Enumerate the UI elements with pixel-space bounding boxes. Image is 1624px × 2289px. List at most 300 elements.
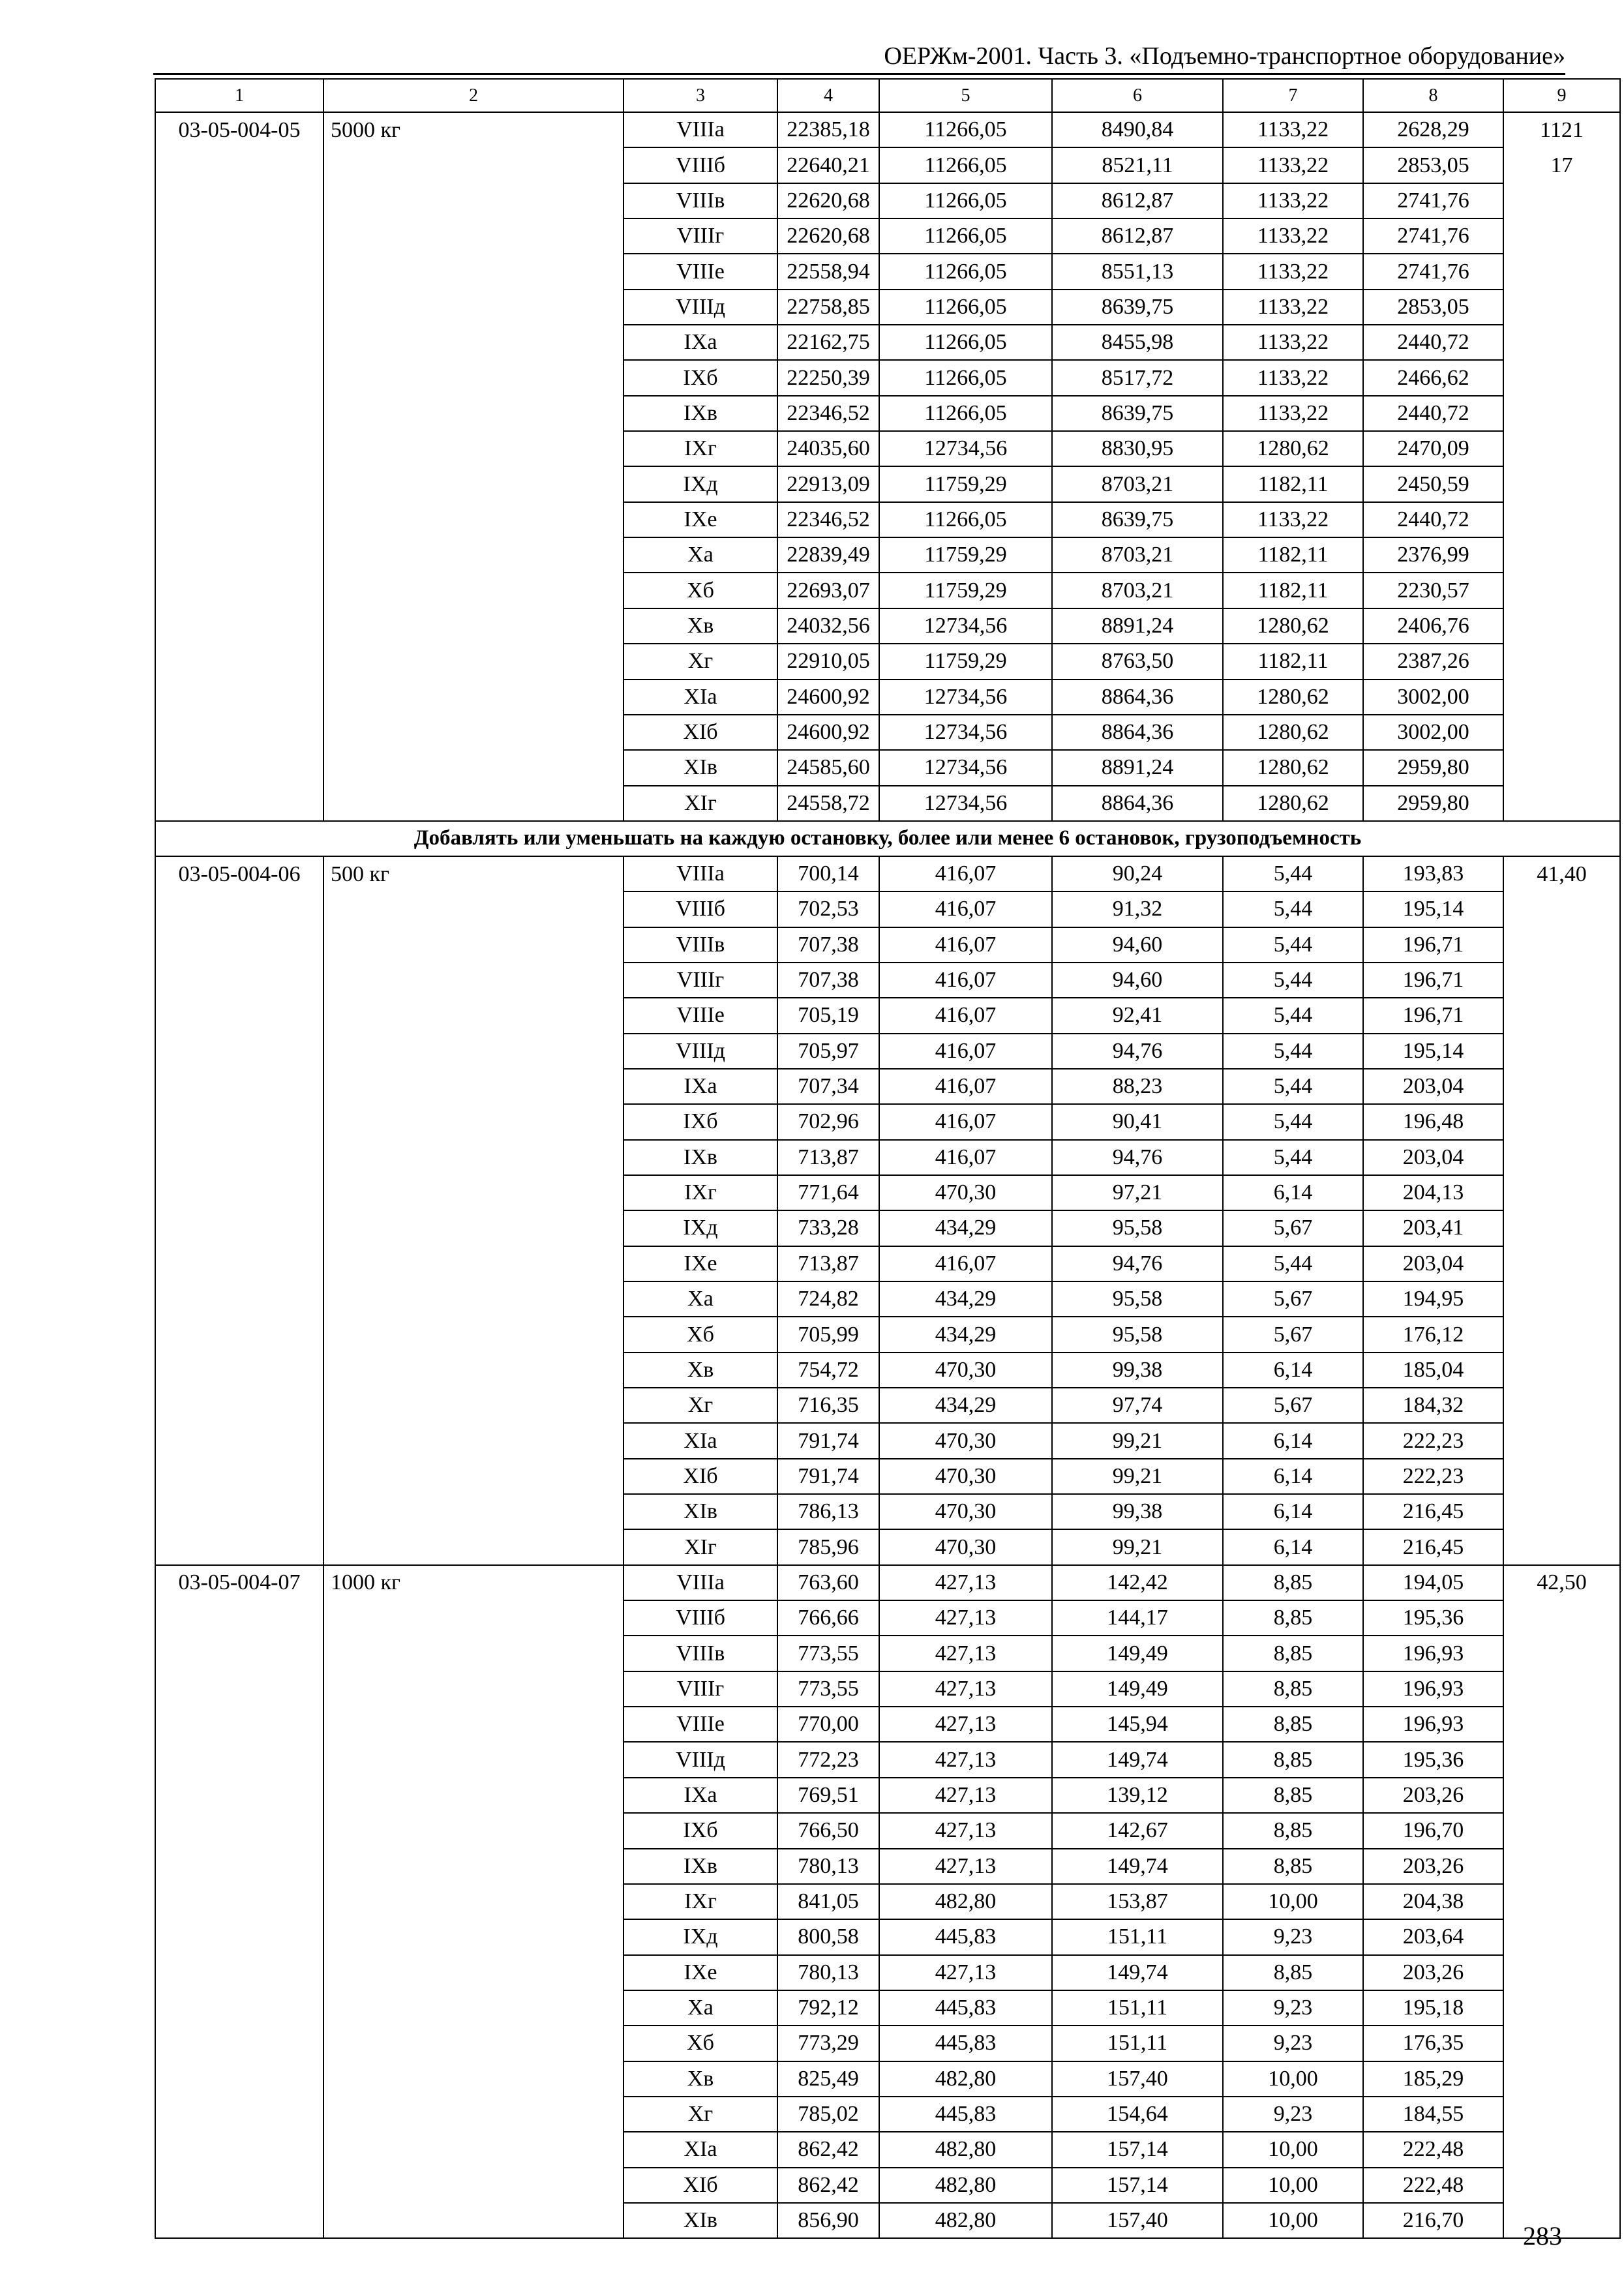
machines-cell: 8639,75 bbox=[1052, 290, 1223, 325]
labor-cell bbox=[1503, 1140, 1620, 1175]
name-cell bbox=[323, 1317, 624, 1352]
machinists-wages-cell: 5,67 bbox=[1223, 1210, 1363, 1246]
table-row bbox=[155, 1707, 1620, 1742]
machinists-wages-cell: 1133,22 bbox=[1223, 183, 1363, 218]
materials-cell: 222,48 bbox=[1363, 2132, 1503, 2167]
total-cost-cell: 22346,52 bbox=[777, 396, 879, 431]
code-cell bbox=[155, 183, 323, 218]
total-cost-cell: 780,13 bbox=[777, 1955, 879, 1990]
code-cell bbox=[155, 2061, 323, 2097]
wages-cell: 470,30 bbox=[879, 1175, 1052, 1210]
zone-cell: VIIIд bbox=[624, 290, 777, 325]
total-cost-cell: 22620,68 bbox=[777, 218, 879, 254]
zone-cell: IXб bbox=[624, 1813, 777, 1848]
total-cost-cell: 773,29 bbox=[777, 2026, 879, 2061]
materials-cell: 2440,72 bbox=[1363, 502, 1503, 537]
materials-cell: 196,93 bbox=[1363, 1707, 1503, 1742]
wages-cell: 427,13 bbox=[879, 1778, 1052, 1813]
zone-cell: XIа bbox=[624, 2132, 777, 2167]
table-row bbox=[155, 1884, 1620, 1919]
total-cost-cell: 785,02 bbox=[777, 2097, 879, 2132]
machinists-wages-cell: 6,14 bbox=[1223, 1459, 1363, 1494]
name-cell bbox=[323, 1707, 624, 1742]
machines-cell: 154,64 bbox=[1052, 2097, 1223, 2132]
materials-cell: 2853,05 bbox=[1363, 147, 1503, 183]
name-cell bbox=[323, 1175, 624, 1210]
wages-cell: 482,80 bbox=[879, 1884, 1052, 1919]
code-cell bbox=[155, 1388, 323, 1423]
machines-cell: 8521,11 bbox=[1052, 147, 1223, 183]
name-cell bbox=[323, 466, 624, 501]
labor-cell bbox=[1503, 1707, 1620, 1742]
machinists-wages-cell: 5,44 bbox=[1223, 856, 1363, 891]
column-number: 5 bbox=[879, 79, 1052, 112]
total-cost-cell: 763,60 bbox=[777, 1565, 879, 1600]
materials-cell: 2466,62 bbox=[1363, 360, 1503, 395]
table-row bbox=[155, 1600, 1620, 1636]
materials-cell: 2376,99 bbox=[1363, 537, 1503, 573]
name-cell bbox=[323, 1955, 624, 1990]
table-row bbox=[155, 431, 1620, 466]
materials-cell: 176,12 bbox=[1363, 1317, 1503, 1352]
machines-cell: 157,40 bbox=[1052, 2061, 1223, 2097]
zone-cell: VIIIв bbox=[624, 183, 777, 218]
wages-cell: 416,07 bbox=[879, 1034, 1052, 1069]
wages-cell: 11759,29 bbox=[879, 537, 1052, 573]
labor-cell bbox=[1503, 1317, 1620, 1352]
name-cell bbox=[323, 573, 624, 608]
table-row bbox=[155, 183, 1620, 218]
machinists-wages-cell: 5,67 bbox=[1223, 1317, 1363, 1352]
machinists-wages-cell: 5,44 bbox=[1223, 1069, 1363, 1104]
code-cell bbox=[155, 2097, 323, 2132]
code-cell bbox=[155, 750, 323, 785]
machinists-wages-cell: 5,44 bbox=[1223, 1140, 1363, 1175]
table-row bbox=[155, 1990, 1620, 2026]
labor-cell bbox=[1503, 2097, 1620, 2132]
materials-cell: 195,14 bbox=[1363, 891, 1503, 927]
machines-cell: 142,42 bbox=[1052, 1565, 1223, 1600]
column-number: 7 bbox=[1223, 79, 1363, 112]
labor-cell bbox=[1503, 2026, 1620, 2061]
machinists-wages-cell: 6,14 bbox=[1223, 1175, 1363, 1210]
zone-cell: IXв bbox=[624, 1140, 777, 1175]
code-cell bbox=[155, 1281, 323, 1317]
materials-cell: 194,95 bbox=[1363, 1281, 1503, 1317]
wages-cell: 11266,05 bbox=[879, 360, 1052, 395]
machinists-wages-cell: 1280,62 bbox=[1223, 786, 1363, 821]
machines-cell: 8703,21 bbox=[1052, 466, 1223, 501]
name-cell bbox=[323, 1778, 624, 1813]
code-cell bbox=[155, 1990, 323, 2026]
materials-cell: 222,23 bbox=[1363, 1423, 1503, 1458]
zone-cell: IXг bbox=[624, 431, 777, 466]
total-cost-cell: 773,55 bbox=[777, 1636, 879, 1671]
name-cell bbox=[323, 891, 624, 927]
name-cell bbox=[323, 396, 624, 431]
machinists-wages-cell: 1133,22 bbox=[1223, 360, 1363, 395]
wages-cell: 416,07 bbox=[879, 856, 1052, 891]
total-cost-cell: 22558,94 bbox=[777, 254, 879, 289]
table-row bbox=[155, 998, 1620, 1033]
name-cell bbox=[323, 1246, 624, 1281]
zone-cell: VIIIг bbox=[624, 218, 777, 254]
machinists-wages-cell: 5,67 bbox=[1223, 1388, 1363, 1423]
code-cell bbox=[155, 1742, 323, 1777]
total-cost-cell: 766,66 bbox=[777, 1600, 879, 1636]
machines-cell: 8639,75 bbox=[1052, 396, 1223, 431]
name-cell bbox=[323, 147, 624, 183]
name-cell bbox=[323, 786, 624, 821]
labor-cell bbox=[1503, 254, 1620, 289]
labor-cell bbox=[1503, 1529, 1620, 1564]
table-row bbox=[155, 1317, 1620, 1352]
labor-cell bbox=[1503, 1600, 1620, 1636]
labor-cell bbox=[1503, 1671, 1620, 1707]
total-cost-cell: 780,13 bbox=[777, 1849, 879, 1884]
zone-cell: IXа bbox=[624, 325, 777, 360]
name-cell bbox=[323, 680, 624, 715]
name-cell bbox=[323, 1529, 624, 1564]
machines-cell: 99,21 bbox=[1052, 1423, 1223, 1458]
machinists-wages-cell: 1280,62 bbox=[1223, 431, 1363, 466]
machinists-wages-cell: 8,85 bbox=[1223, 1707, 1363, 1742]
total-cost-cell: 24585,60 bbox=[777, 750, 879, 785]
name-cell bbox=[323, 183, 624, 218]
name-cell: 500 кг bbox=[323, 856, 624, 891]
name-cell bbox=[323, 1742, 624, 1777]
machinists-wages-cell: 8,85 bbox=[1223, 1565, 1363, 1600]
code-cell bbox=[155, 786, 323, 821]
total-cost-cell: 24600,92 bbox=[777, 680, 879, 715]
table-row bbox=[155, 608, 1620, 644]
zone-cell: VIIIе bbox=[624, 998, 777, 1033]
machinists-wages-cell: 8,85 bbox=[1223, 1849, 1363, 1884]
machinists-wages-cell: 9,23 bbox=[1223, 2097, 1363, 2132]
total-cost-cell: 24558,72 bbox=[777, 786, 879, 821]
code-cell bbox=[155, 502, 323, 537]
machines-cell: 139,12 bbox=[1052, 1778, 1223, 1813]
wages-cell: 416,07 bbox=[879, 1140, 1052, 1175]
machines-cell: 92,41 bbox=[1052, 998, 1223, 1033]
machinists-wages-cell: 1182,11 bbox=[1223, 466, 1363, 501]
wages-cell: 470,30 bbox=[879, 1459, 1052, 1494]
wages-cell: 470,30 bbox=[879, 1353, 1052, 1388]
machinists-wages-cell: 1133,22 bbox=[1223, 396, 1363, 431]
labor-cell bbox=[1503, 1778, 1620, 1813]
code-cell bbox=[155, 325, 323, 360]
machinists-wages-cell: 8,85 bbox=[1223, 1600, 1363, 1636]
zone-cell: Xв bbox=[624, 2061, 777, 2097]
table-row bbox=[155, 1281, 1620, 1317]
code-cell bbox=[155, 1884, 323, 1919]
code-cell bbox=[155, 1069, 323, 1104]
machines-cell: 91,32 bbox=[1052, 891, 1223, 927]
zone-cell: VIIIе bbox=[624, 254, 777, 289]
zone-cell: XIг bbox=[624, 786, 777, 821]
labor-cell bbox=[1503, 1281, 1620, 1317]
materials-cell: 2406,76 bbox=[1363, 608, 1503, 644]
labor-cell bbox=[1503, 573, 1620, 608]
zone-cell: IXг bbox=[624, 1175, 777, 1210]
zone-cell: IXа bbox=[624, 1069, 777, 1104]
machines-cell: 90,41 bbox=[1052, 1104, 1223, 1139]
name-cell bbox=[323, 2132, 624, 2167]
table-row bbox=[155, 1388, 1620, 1423]
zone-cell: VIIIа bbox=[624, 856, 777, 891]
wages-cell: 470,30 bbox=[879, 1423, 1052, 1458]
labor-cell bbox=[1503, 290, 1620, 325]
wages-cell: 416,07 bbox=[879, 891, 1052, 927]
labor-cell bbox=[1503, 1884, 1620, 1919]
total-cost-cell: 22758,85 bbox=[777, 290, 879, 325]
machinists-wages-cell: 5,67 bbox=[1223, 1281, 1363, 1317]
machinists-wages-cell: 5,44 bbox=[1223, 1034, 1363, 1069]
code-cell bbox=[155, 2203, 323, 2238]
code-cell bbox=[155, 1104, 323, 1139]
wages-cell: 11266,05 bbox=[879, 396, 1052, 431]
machines-cell: 142,67 bbox=[1052, 1813, 1223, 1848]
name-cell bbox=[323, 1990, 624, 2026]
machinists-wages-cell: 1133,22 bbox=[1223, 147, 1363, 183]
machines-cell: 157,40 bbox=[1052, 2203, 1223, 2238]
machines-cell: 99,38 bbox=[1052, 1353, 1223, 1388]
labor-cell bbox=[1503, 1104, 1620, 1139]
wages-cell: 434,29 bbox=[879, 1281, 1052, 1317]
table-row bbox=[155, 1778, 1620, 1813]
code-cell bbox=[155, 1955, 323, 1990]
name-cell bbox=[323, 750, 624, 785]
wages-cell: 12734,56 bbox=[879, 750, 1052, 785]
code-cell bbox=[155, 1353, 323, 1388]
code-cell: 03-05-004-06 bbox=[155, 856, 323, 891]
machines-cell: 149,74 bbox=[1052, 1742, 1223, 1777]
total-cost-cell: 825,49 bbox=[777, 2061, 879, 2097]
name-cell bbox=[323, 1849, 624, 1884]
table-row bbox=[155, 147, 1620, 183]
table-row bbox=[155, 927, 1620, 963]
machines-cell: 95,58 bbox=[1052, 1317, 1223, 1352]
zone-cell: Xв bbox=[624, 608, 777, 644]
name-cell bbox=[323, 360, 624, 395]
materials-cell: 216,45 bbox=[1363, 1529, 1503, 1564]
zone-cell: Xв bbox=[624, 1353, 777, 1388]
materials-cell: 176,35 bbox=[1363, 2026, 1503, 2061]
table-row bbox=[155, 750, 1620, 785]
labor-cell bbox=[1503, 750, 1620, 785]
total-cost-cell: 770,00 bbox=[777, 1707, 879, 1742]
materials-cell: 204,38 bbox=[1363, 1884, 1503, 1919]
table-row bbox=[155, 963, 1620, 998]
total-cost-cell: 785,96 bbox=[777, 1529, 879, 1564]
machines-cell: 151,11 bbox=[1052, 1990, 1223, 2026]
code-cell bbox=[155, 573, 323, 608]
total-cost-cell: 856,90 bbox=[777, 2203, 879, 2238]
materials-cell: 216,70 bbox=[1363, 2203, 1503, 2238]
table-row bbox=[155, 2097, 1620, 2132]
total-cost-cell: 766,50 bbox=[777, 1813, 879, 1848]
table-row bbox=[155, 1494, 1620, 1529]
machinists-wages-cell: 10,00 bbox=[1223, 2132, 1363, 2167]
labor-cell bbox=[1503, 1353, 1620, 1388]
labor-cell bbox=[1503, 1423, 1620, 1458]
labor-cell bbox=[1503, 998, 1620, 1033]
materials-cell: 204,13 bbox=[1363, 1175, 1503, 1210]
column-number: 4 bbox=[777, 79, 879, 112]
labor-cell bbox=[1503, 2168, 1620, 2203]
wages-cell: 427,13 bbox=[879, 1742, 1052, 1777]
labor-cell bbox=[1503, 1459, 1620, 1494]
code-cell bbox=[155, 715, 323, 750]
table-row bbox=[155, 112, 1620, 147]
labor-cell: 1121 bbox=[1503, 112, 1620, 147]
code-cell bbox=[155, 608, 323, 644]
total-cost-cell: 702,96 bbox=[777, 1104, 879, 1139]
total-cost-cell: 22162,75 bbox=[777, 325, 879, 360]
wages-cell: 11266,05 bbox=[879, 218, 1052, 254]
machines-cell: 94,60 bbox=[1052, 927, 1223, 963]
zone-cell: VIIIб bbox=[624, 891, 777, 927]
labor-cell: 41,40 bbox=[1503, 856, 1620, 891]
wages-cell: 12734,56 bbox=[879, 608, 1052, 644]
name-cell bbox=[323, 1494, 624, 1529]
machines-cell: 149,49 bbox=[1052, 1671, 1223, 1707]
code-cell bbox=[155, 466, 323, 501]
zone-cell: VIIIг bbox=[624, 963, 777, 998]
column-number: 1 bbox=[155, 79, 323, 112]
code-cell bbox=[155, 644, 323, 679]
machines-cell: 8864,36 bbox=[1052, 715, 1223, 750]
labor-cell bbox=[1503, 1246, 1620, 1281]
wages-cell: 445,83 bbox=[879, 2097, 1052, 2132]
table-row bbox=[155, 1034, 1620, 1069]
materials-cell: 2387,26 bbox=[1363, 644, 1503, 679]
materials-cell: 216,45 bbox=[1363, 1494, 1503, 1529]
page-header: ОЕРЖм-2001. Часть 3. «Подъемно-транспортное оборудование» bbox=[884, 42, 1565, 70]
materials-cell: 196,71 bbox=[1363, 998, 1503, 1033]
zone-cell: XIа bbox=[624, 1423, 777, 1458]
column-number: 8 bbox=[1363, 79, 1503, 112]
machines-cell: 8490,84 bbox=[1052, 112, 1223, 147]
zone-cell: IXв bbox=[624, 1849, 777, 1884]
machinists-wages-cell: 5,44 bbox=[1223, 963, 1363, 998]
table-row bbox=[155, 644, 1620, 679]
wages-cell: 482,80 bbox=[879, 2168, 1052, 2203]
labor-cell bbox=[1503, 360, 1620, 395]
total-cost-cell: 22839,49 bbox=[777, 537, 879, 573]
table-row bbox=[155, 218, 1620, 254]
name-cell bbox=[323, 1423, 624, 1458]
total-cost-cell: 700,14 bbox=[777, 856, 879, 891]
table-row bbox=[155, 1529, 1620, 1564]
total-cost-cell: 24032,56 bbox=[777, 608, 879, 644]
labor-cell bbox=[1503, 786, 1620, 821]
name-cell bbox=[323, 1210, 624, 1246]
materials-cell: 203,04 bbox=[1363, 1140, 1503, 1175]
wages-cell: 427,13 bbox=[879, 1636, 1052, 1671]
table-row bbox=[155, 1104, 1620, 1139]
wages-cell: 11759,29 bbox=[879, 644, 1052, 679]
wages-cell: 12734,56 bbox=[879, 715, 1052, 750]
wages-cell: 11266,05 bbox=[879, 147, 1052, 183]
column-number: 9 bbox=[1503, 79, 1620, 112]
machinists-wages-cell: 1133,22 bbox=[1223, 502, 1363, 537]
materials-cell: 196,70 bbox=[1363, 1813, 1503, 1848]
code-cell bbox=[155, 396, 323, 431]
total-cost-cell: 754,72 bbox=[777, 1353, 879, 1388]
code-cell bbox=[155, 1778, 323, 1813]
name-cell bbox=[323, 1388, 624, 1423]
table-row bbox=[155, 891, 1620, 927]
wages-cell: 434,29 bbox=[879, 1317, 1052, 1352]
machinists-wages-cell: 1182,11 bbox=[1223, 537, 1363, 573]
machines-cell: 99,21 bbox=[1052, 1529, 1223, 1564]
materials-cell: 2741,76 bbox=[1363, 254, 1503, 289]
machinists-wages-cell: 6,14 bbox=[1223, 1529, 1363, 1564]
machinists-wages-cell: 10,00 bbox=[1223, 2168, 1363, 2203]
name-cell bbox=[323, 290, 624, 325]
wages-cell: 12734,56 bbox=[879, 786, 1052, 821]
total-cost-cell: 22640,21 bbox=[777, 147, 879, 183]
machinists-wages-cell: 6,14 bbox=[1223, 1494, 1363, 1529]
code-cell bbox=[155, 1423, 323, 1458]
materials-cell: 2440,72 bbox=[1363, 325, 1503, 360]
total-cost-cell: 24600,92 bbox=[777, 715, 879, 750]
total-cost-cell: 771,64 bbox=[777, 1175, 879, 1210]
name-cell bbox=[323, 2097, 624, 2132]
wages-cell: 416,07 bbox=[879, 1104, 1052, 1139]
wages-cell: 445,83 bbox=[879, 2026, 1052, 2061]
machinists-wages-cell: 1280,62 bbox=[1223, 608, 1363, 644]
materials-cell: 185,04 bbox=[1363, 1353, 1503, 1388]
column-number: 3 bbox=[624, 79, 777, 112]
table-row bbox=[155, 1919, 1620, 1954]
table-row bbox=[155, 2026, 1620, 2061]
materials-cell: 2959,80 bbox=[1363, 750, 1503, 785]
wages-cell: 427,13 bbox=[879, 1707, 1052, 1742]
zone-cell: Xа bbox=[624, 1281, 777, 1317]
name-cell bbox=[323, 1636, 624, 1671]
total-cost-cell: 22385,18 bbox=[777, 112, 879, 147]
zone-cell: VIIIв bbox=[624, 1636, 777, 1671]
table-row bbox=[155, 1423, 1620, 1458]
machinists-wages-cell: 1133,22 bbox=[1223, 112, 1363, 147]
machines-cell: 151,11 bbox=[1052, 1919, 1223, 1954]
name-cell bbox=[323, 254, 624, 289]
labor-cell bbox=[1503, 644, 1620, 679]
materials-cell: 2230,57 bbox=[1363, 573, 1503, 608]
labor-cell bbox=[1503, 218, 1620, 254]
machinists-wages-cell: 5,44 bbox=[1223, 891, 1363, 927]
table-row bbox=[155, 680, 1620, 715]
zone-cell: IXб bbox=[624, 360, 777, 395]
wages-cell: 416,07 bbox=[879, 1246, 1052, 1281]
machinists-wages-cell: 10,00 bbox=[1223, 2061, 1363, 2097]
table-row bbox=[155, 856, 1620, 891]
materials-cell: 194,05 bbox=[1363, 1565, 1503, 1600]
wages-cell: 445,83 bbox=[879, 1919, 1052, 1954]
table-row bbox=[155, 1175, 1620, 1210]
wages-cell: 11266,05 bbox=[879, 502, 1052, 537]
materials-cell: 193,83 bbox=[1363, 856, 1503, 891]
code-cell bbox=[155, 2026, 323, 2061]
total-cost-cell: 733,28 bbox=[777, 1210, 879, 1246]
labor-cell bbox=[1503, 680, 1620, 715]
machines-cell: 8891,24 bbox=[1052, 750, 1223, 785]
table-row bbox=[155, 1813, 1620, 1848]
name-cell bbox=[323, 1353, 624, 1388]
wages-cell: 11266,05 bbox=[879, 254, 1052, 289]
